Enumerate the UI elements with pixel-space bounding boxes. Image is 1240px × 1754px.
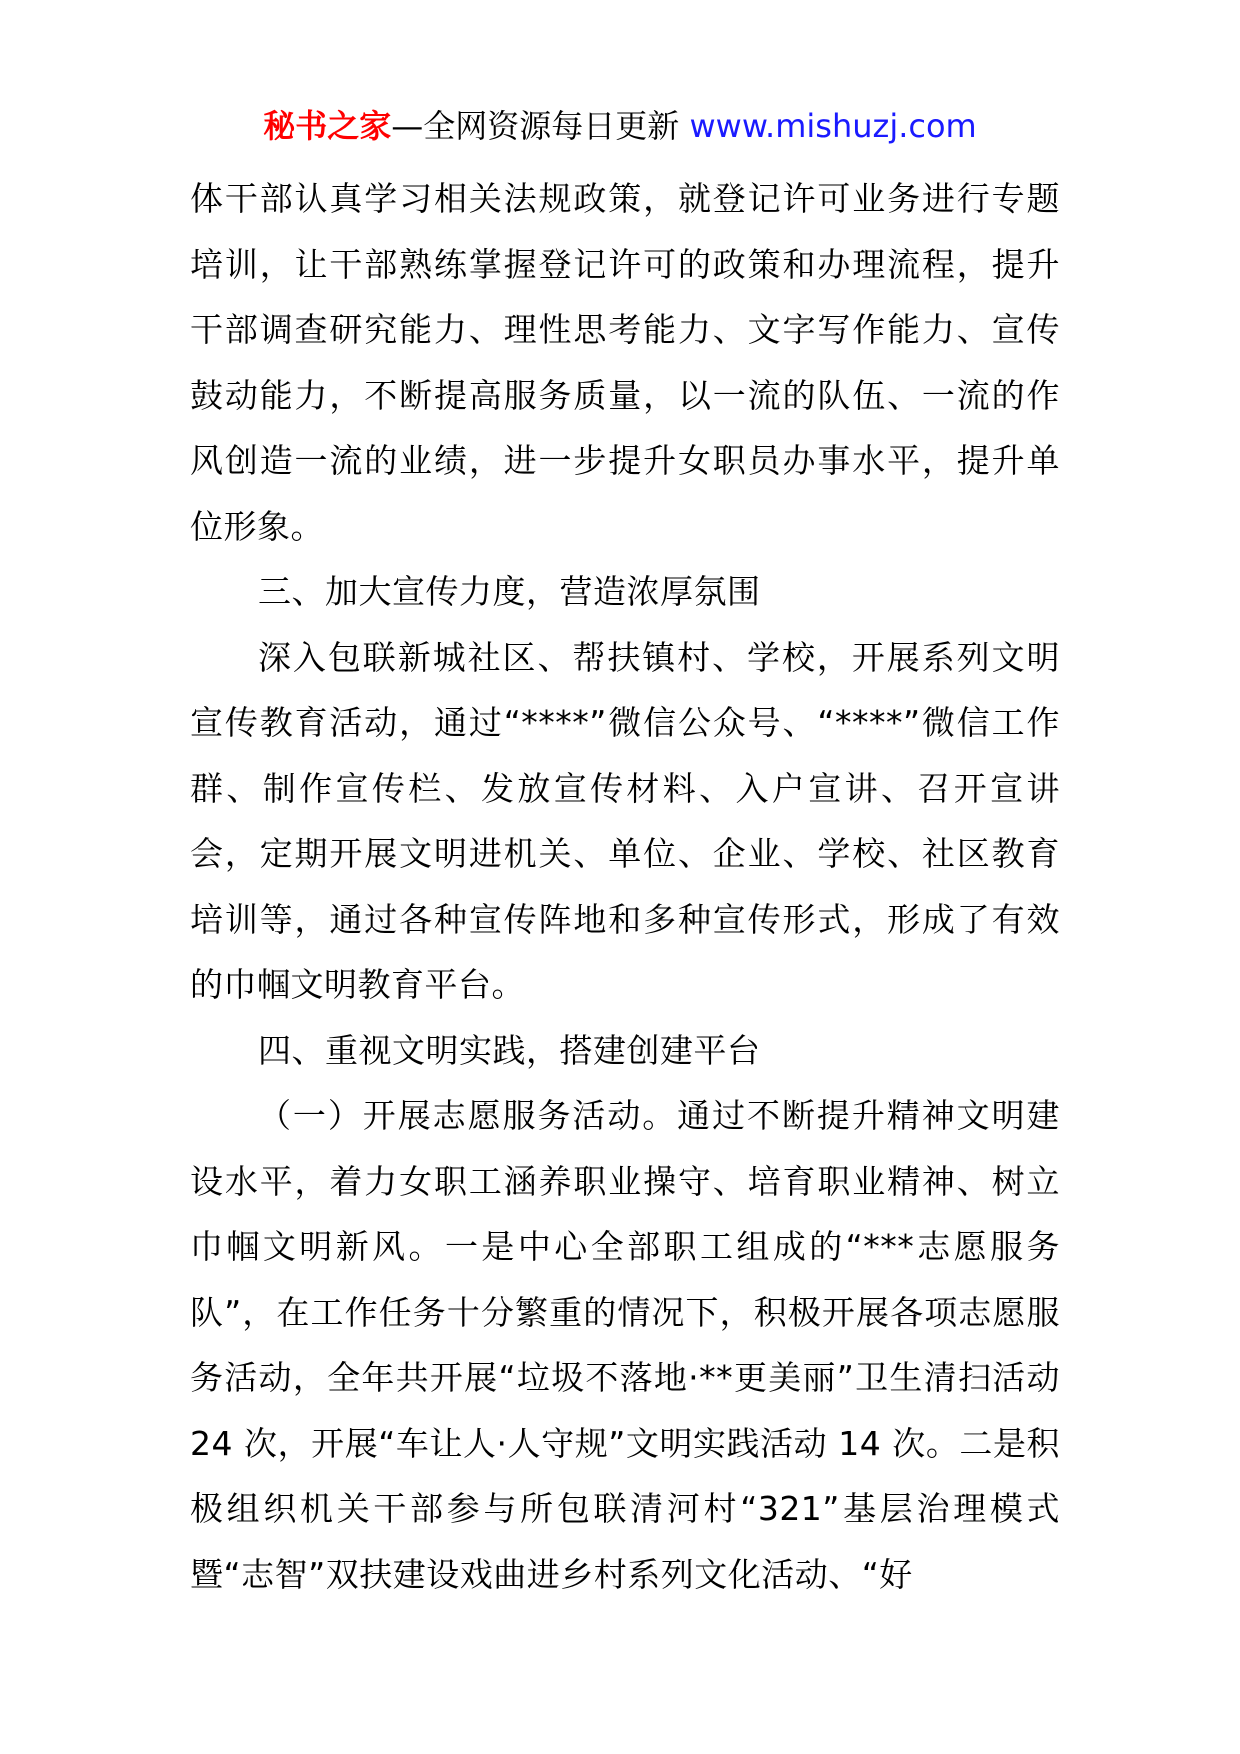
site-header <box>0 104 1240 148</box>
document-body <box>190 166 1060 1607</box>
paragraph-continuation: 体干部认真学习相关法规政策，就登记许可业务进行专题培训，让干部熟练掌握登记许可的政策和办理流程，提升干部调查研究能力、理性思考能力、文字写作能力、宣传鼓动能力，不断提高服务质量，以一流的队伍、一流的作风创造一流的业绩，进一步提升女职员办事水平，提升单位形象。 <box>190 179 1060 546</box>
section-heading-three: 三、加大宣传力度，营造浓厚氛围 <box>258 572 761 611</box>
paragraph-publicity: 深入包联新城社区、帮扶镇村、学校，开展系列文明宣传教育活动，通过“****”微信公众号、“****”微信工作群、制作宣传栏、发放宣传材料、入户宣讲、召开宣讲会，定期开展文明进机关、单位、企业、学校、社区教育培训等，通过各种宣传阵地和多种宣传形式，形成了有效的巾帼文明教育平台。 <box>190 637 1060 1004</box>
header-tagline: —全网资源每日更新 <box>391 107 680 145</box>
site-url-link[interactable]: www.mishuzj.com <box>689 107 977 145</box>
section-heading-four: 四、重视文明实践，搭建创建平台 <box>258 1030 761 1070</box>
paragraph-volunteer-service: （一）开展志愿服务活动。通过不断提升精神文明建设水平，着力女职工涵养职业操守、培育职业精神、树立巾帼文明新风。一是中心全部职工组成的“***志愿服务队”，在工作任务十分繁重的情况下，积极开展各项志愿服务活动，全年共开展“垃圾不落地·**更美丽”卫生清扫活动 24 次，开展“车让人·人守规”文明实践活动 14 次。二是积极组织机关干部参与所包联清河村“321”基层治理模式暨“志智”双扶建设戏曲进乡村系列文化活动、“好 <box>190 1096 1060 1594</box>
brand-name: 秘书之家 <box>263 107 392 145</box>
